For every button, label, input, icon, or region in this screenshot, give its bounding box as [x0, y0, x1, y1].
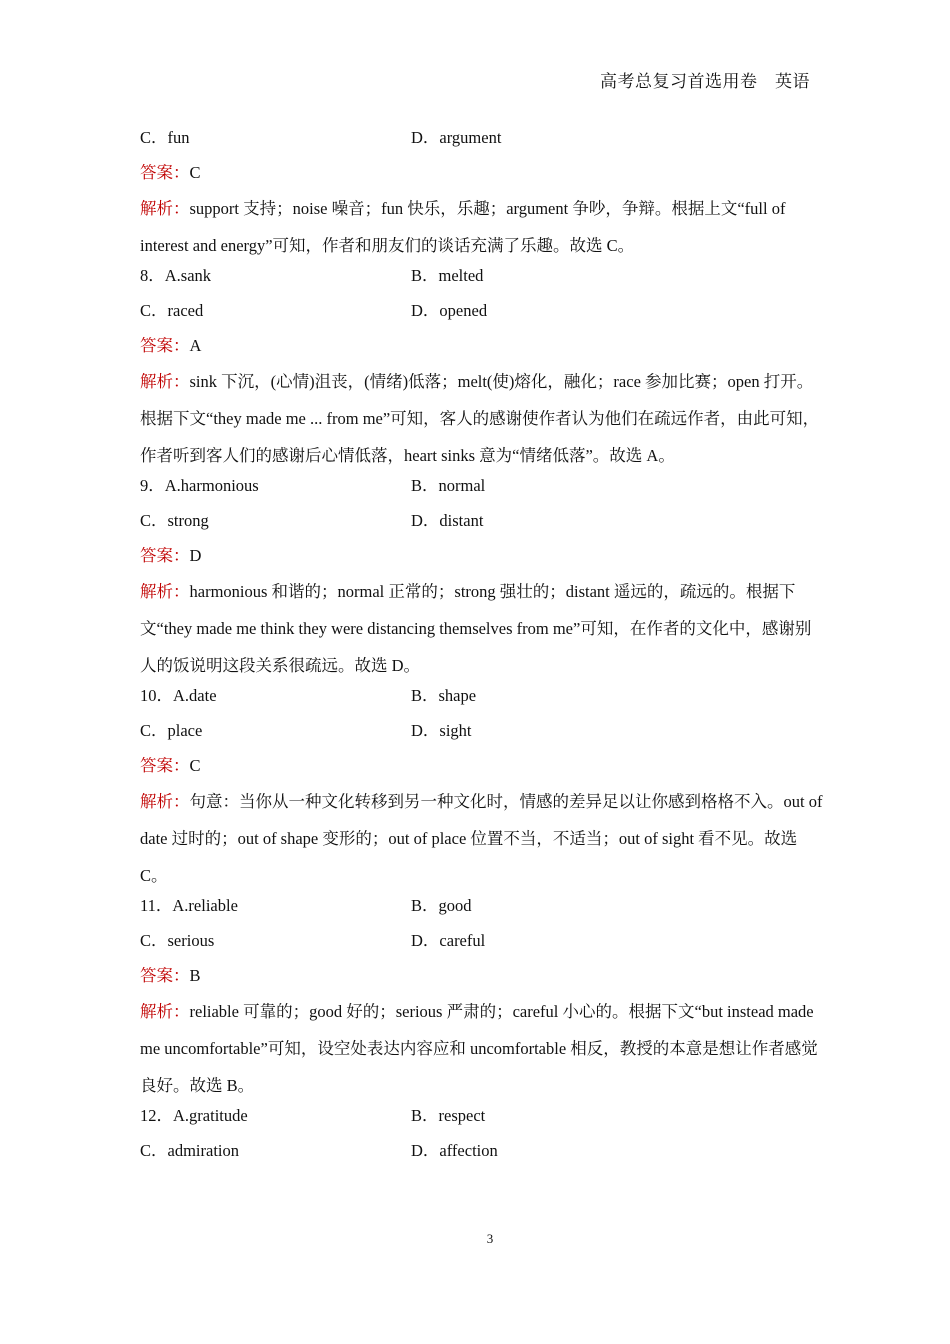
- analysis-label: 解析：: [140, 372, 190, 391]
- q12-option-c: C．admiration: [140, 1141, 239, 1160]
- answer-label: 答案：: [140, 966, 190, 985]
- page-number: 3: [486, 1231, 494, 1246]
- q10-option-c: C．place: [140, 721, 203, 740]
- q8-options-cd: [140, 299, 824, 334]
- q9-answer-value: D: [189, 546, 202, 565]
- q10-option-d: D．sight: [411, 721, 472, 740]
- q11-analysis: [140, 993, 824, 1104]
- answer-label: 答案：: [140, 336, 190, 355]
- q9-analysis: [140, 573, 824, 684]
- q8-analysis-text: sink 下沉，(心情)沮丧，(情绪)低落；melt(使)熔化，融化；race 参加比赛；open 打开。根据下文“they made me ... from me”可知，客人的感谢使作者认为他们在疏远作者，由此可知，作者听到客人们的感谢后心情低落，heart sinks 意为“情绪低落”。故选 A。: [140, 372, 820, 465]
- q12-option-b: B．respect: [411, 1106, 486, 1125]
- q12-option-d: D．affection: [411, 1141, 498, 1160]
- q9-option-a: 9．A.harmonious: [140, 476, 259, 495]
- q11-options-ab: [140, 894, 824, 929]
- q10-option-b: B．shape: [411, 686, 477, 705]
- analysis-label: 解析：: [140, 792, 190, 811]
- q8-analysis: [140, 363, 824, 474]
- q11-options-cd: [140, 929, 824, 964]
- q8-options-ab: [140, 264, 824, 299]
- q11-option-d: D．careful: [411, 931, 486, 950]
- answer-label: 答案：: [140, 546, 190, 565]
- q11-analysis-text: reliable 可靠的；good 好的；serious 严肃的；careful 小心的。根据下文“but instead made me uncomfortable”可知，设空处表达内容应和 uncomfortable 相反，教授的本意是想让作者感觉良好。故选 B。: [140, 1002, 818, 1095]
- q7-options-cd: [140, 126, 824, 161]
- q9-analysis-text: harmonious 和谐的；normal 正常的；strong 强壮的；distant 遥远的，疏远的。根据下文“they made me think they were distancing themselves from me”可知，在作者的文化中，感谢别人的饭说明这段关系很疏远。故选 D。: [140, 582, 812, 675]
- q8-option-b: B．melted: [411, 266, 484, 285]
- q7-analysis-text: support 支持；noise 噪音；fun 快乐，乐趣；argument 争吵，争辩。根据上文“full of interest and energy”可知，作者和朋友们的谈话充满了乐趣。故选 C。: [140, 199, 786, 255]
- answer-label: 答案：: [140, 756, 190, 775]
- q10-options-cd: [140, 719, 824, 754]
- page-header: 高考总复习首选用卷 英语: [600, 72, 810, 91]
- q10-analysis-text: 句意：当你从一种文化转移到另一种文化时，情感的差异足以让你感到格格不入。out of date 过时的；out of shape 变形的；out of place 位置不当，不适当；out of sight 看不见。故选 C。: [140, 792, 823, 885]
- q12-options-ab: [140, 1104, 824, 1139]
- q9-option-b: B．normal: [411, 476, 486, 495]
- q7-analysis: [140, 190, 824, 264]
- q10-analysis: [140, 783, 824, 894]
- q12-options-cd: [140, 1139, 824, 1174]
- q8-option-a: 8．A.sank: [140, 266, 212, 285]
- answer-label: 答案：: [140, 163, 190, 182]
- q10-answer-value: C: [189, 756, 201, 775]
- q11-option-a: 11．A.reliable: [140, 896, 238, 915]
- q11-option-c: C．serious: [140, 931, 215, 950]
- q9-option-d: D．distant: [411, 511, 484, 530]
- q11-option-b: B．good: [411, 896, 472, 915]
- q12-option-a: 12．A.gratitude: [140, 1106, 248, 1125]
- q11-answer-value: B: [189, 966, 201, 985]
- q8-answer-value: A: [189, 336, 202, 355]
- analysis-label: 解析：: [140, 199, 190, 218]
- q9-options-cd: [140, 509, 824, 544]
- q7-option-c: C．fun: [140, 128, 190, 147]
- q7-option-d: D．argument: [411, 128, 502, 147]
- q9-option-c: C．strong: [140, 511, 209, 530]
- q10-options-ab: [140, 684, 824, 719]
- q9-options-ab: [140, 474, 824, 509]
- q8-option-d: D．opened: [411, 301, 488, 320]
- q7-answer-value: C: [189, 163, 201, 182]
- analysis-label: 解析：: [140, 1002, 190, 1021]
- document-body: [140, 126, 824, 1174]
- analysis-label: 解析：: [140, 582, 190, 601]
- q8-option-c: C．raced: [140, 301, 204, 320]
- q10-option-a: 10．A.date: [140, 686, 217, 705]
